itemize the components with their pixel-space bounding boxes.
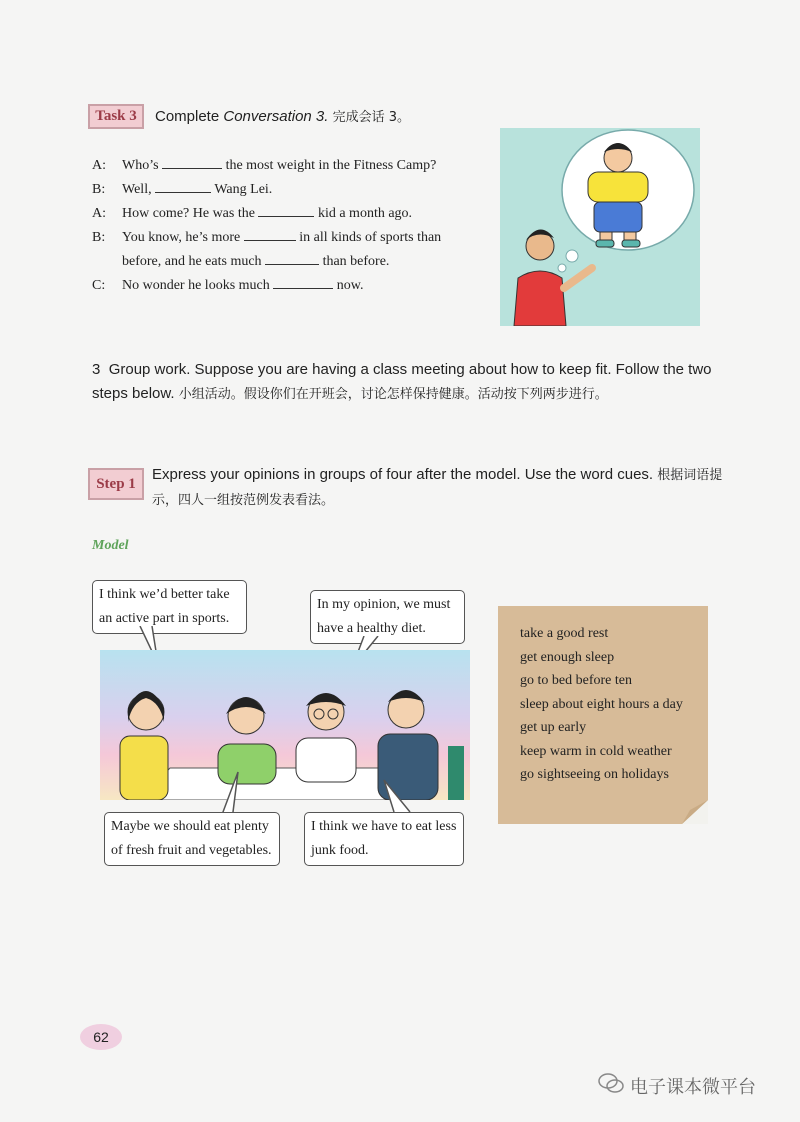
cue-item: get enough sleep [520, 649, 615, 665]
word-cues-card [498, 606, 708, 824]
task3-tag: Task 3 [88, 104, 144, 129]
cue-item: go sightseeing on holidays [520, 767, 669, 782]
model-label: Model [92, 538, 129, 553]
page-curl-icon [682, 800, 708, 824]
conversation-line: A: Who’s the most weight in the Fitness Camp? [92, 158, 437, 173]
bubble-pointer [380, 778, 420, 814]
conversation-line: A: How come? He was the kid a month ago. [92, 206, 413, 221]
cue-item: go to bed before ten [520, 673, 632, 688]
conversation-line: B: You know, he’s more in all kinds of sports than [92, 230, 442, 245]
section3-instructions: 3 Group work. Suppose you are having a class meeting about how to keep fit. Follow the two steps below. 小组活动。假设你们在开班会，讨论怎样保持健康。活动按下列两步进行。 [92, 361, 712, 402]
step1-tag: Step 1 [88, 468, 144, 500]
step1-instructions: Express your opinions in groups of four after the model. Use the word cues. 根据词语提示，四人一组按范例发表看法。 [152, 466, 723, 508]
conversation-line: B: Well, Wang Lei. [92, 182, 273, 197]
cue-item: keep warm in cold weather [520, 743, 672, 759]
conversation-line: before, and he eats much than before. [122, 254, 390, 269]
cue-item: sleep about eight hours a day [520, 696, 683, 712]
cue-item: take a good rest [520, 626, 609, 641]
wechat-icon [598, 1072, 624, 1099]
cue-item: get up early [520, 720, 587, 735]
speech-bubble: I think we’d better take an active part in sports. [92, 580, 247, 634]
speech-bubble: I think we have to eat less junk food. [304, 812, 464, 866]
word-cues-list [498, 606, 708, 787]
watermark: 电子课本微平台 [598, 1072, 756, 1099]
conversation-line: C: No wonder he looks much now. [92, 278, 364, 293]
speech-bubble: In my opinion, we must have a healthy diet. [310, 590, 465, 644]
page-number: 62 [80, 1024, 122, 1050]
speech-bubble: Maybe we should eat plenty of fresh fruit and vegetables. [104, 812, 280, 866]
fitness-illustration [500, 128, 700, 326]
task3-title: Complete Conversation 3. 完成会话 3。 [155, 108, 411, 125]
thinking-boy-image [500, 128, 700, 326]
